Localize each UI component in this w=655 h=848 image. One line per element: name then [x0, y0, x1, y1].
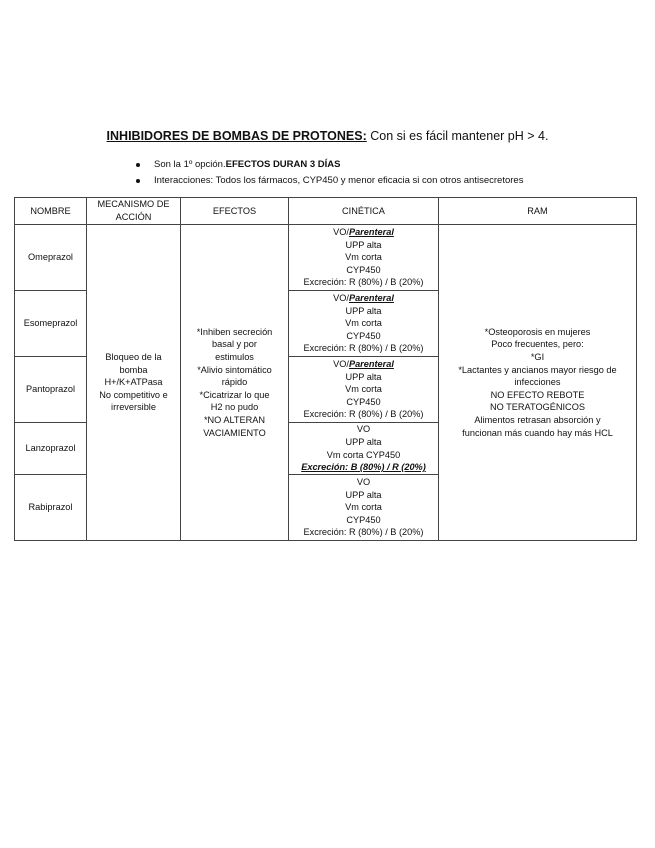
bullet-list — [136, 157, 523, 189]
header-mecanismo: MECANISMO DE ACCIÓN — [87, 198, 181, 225]
bullet-icon — [136, 163, 140, 167]
drug-name: Rabiprazol — [15, 475, 87, 541]
cinetica-cell: VO/Parenteral UPP alta Vm corta CYP450 Excreción: R (80%) / B (20%) — [289, 357, 439, 423]
drug-name: Lanzoprazol — [15, 423, 87, 475]
title-main: INHIBIDORES DE BOMBAS DE PROTONES: — [106, 129, 367, 143]
header-ram: RAM — [439, 198, 637, 225]
bullet-item — [136, 173, 523, 189]
table-header-row — [15, 198, 637, 225]
efectos-cell: *Inhiben secreción basal y por estimulos *Alivio sintomático rápido *Cicatrizar lo que H2 no pudo *NO ALTERAN VACIAMIENTO — [181, 225, 289, 541]
bullet-item — [136, 157, 523, 173]
bullet-bold-text: EFECTOS DURAN 3 DÍAS — [225, 159, 341, 170]
cinetica-cell: VO/Parenteral UPP alta Vm corta CYP450 Excreción: R (80%) / B (20%) — [289, 291, 439, 357]
cinetica-cell: VO UPP alta Vm corta CYP450 Excreción: B (80%) / R (20%) — [289, 423, 439, 475]
mecanismo-cell: Bloqueo de la bomba H+/K+ATPasa No competitivo e irreversible — [87, 225, 181, 541]
header-nombre: NOMBRE — [15, 198, 87, 225]
drug-name: Pantoprazol — [15, 357, 87, 423]
drug-name: Esomeprazol — [15, 291, 87, 357]
page-title — [0, 129, 655, 143]
cinetica-cell: VO/Parenteral UPP alta Vm corta CYP450 Excreción: R (80%) / B (20%) — [289, 225, 439, 291]
ram-cell: *Osteoporosis en mujeres Poco frecuentes, pero: *GI *Lactantes y ancianos mayor riesgo de infecciones NO EFECTO REBOTE NO TERATOGÉNICOS Alimentos retrasan absorción y funcionan más cuando hay más HCL — [439, 225, 637, 541]
header-efectos: EFECTOS — [181, 198, 289, 225]
table-row — [15, 225, 637, 291]
drug-name: Omeprazol — [15, 225, 87, 291]
bullet-text: Son la 1º opción. — [154, 159, 226, 170]
ipp-table — [14, 197, 637, 541]
title-subtitle: Con si es fácil mantener pH > 4. — [366, 129, 549, 143]
header-cinetica: CINÉTICA — [289, 198, 439, 225]
bullet-text: Interacciones: Todos los fármacos, CYP450 y menor eficacia si con otros antisecretores — [154, 175, 524, 186]
cinetica-cell: VO UPP alta Vm corta CYP450 Excreción: R (80%) / B (20%) — [289, 475, 439, 541]
bullet-icon — [136, 179, 140, 183]
